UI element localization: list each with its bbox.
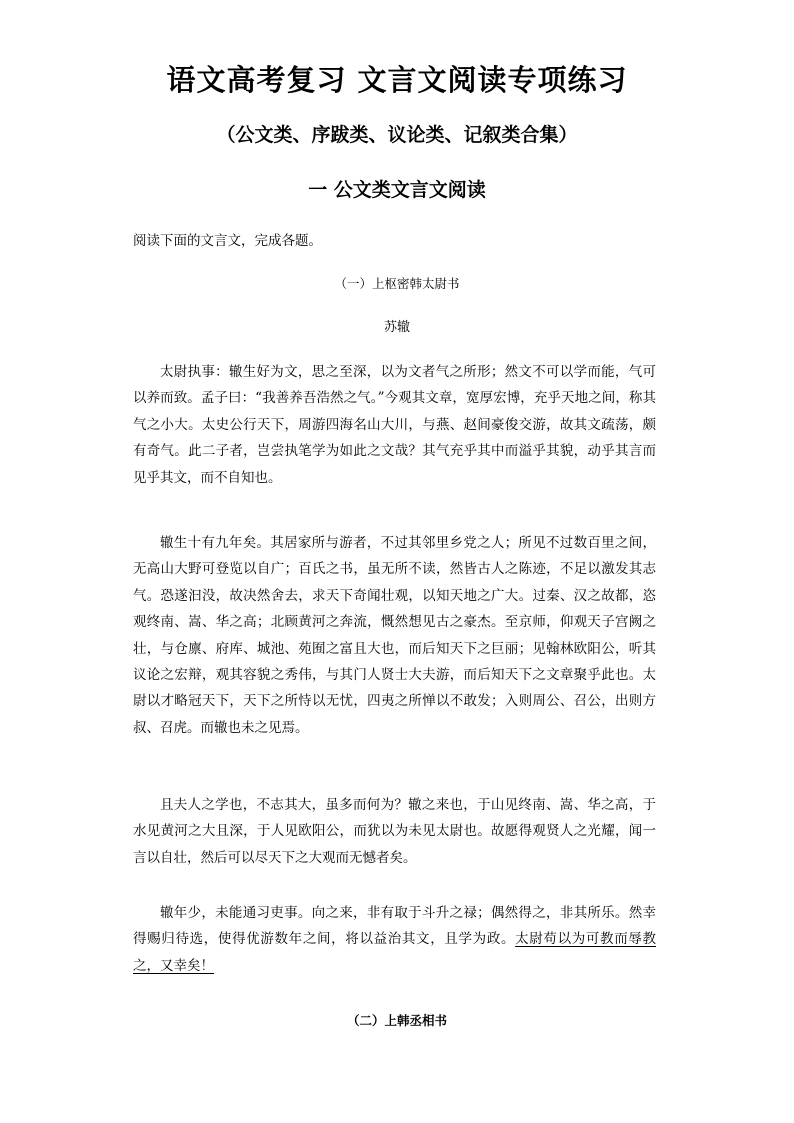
section-heading: 一 公文类文言文阅读 — [308, 179, 486, 201]
underlined-sentence: 太尉苟以为可教而辱教之，又幸矣！ — [133, 931, 656, 974]
article-author: 苏辙 — [383, 320, 410, 335]
article-paragraph-last — [133, 900, 656, 979]
next-article-title: （二）上韩丞相书 — [346, 1013, 447, 1028]
document-subtitle: （公文类、序跋类、议论类、记叙类合集） — [216, 124, 578, 146]
article-paragraph: 太尉执事：辙生好为文，思之至深，以为文者气之所形；然文不可以学而能，气可以养而致。孟子曰：“我善养吾浩然之气。”今观其文章，宽厚宏博，充乎天地之间，称其气之小大。太史公行天下，周游四海名山大川，与燕、赵间豪俊交游，故其文疏荡，颇有奇气。此二子者，岂尝执笔学为如此之文哉？其气充乎其中而溢乎其貌，动乎其言而见乎其文，而不自知也。 — [133, 364, 656, 486]
reading-instruction: 阅读下面的文言文，完成各题。 — [133, 233, 322, 249]
article-title: （一）上枢密韩太尉书 — [334, 276, 460, 291]
article-paragraph: 辙生十有九年矣。其居家所与游者，不过其邻里乡党之人；所见不过数百里之间，无高山大野可登览以自广；百氏之书，虽无所不读，然皆古人之陈迹，不足以激发其志气。恐遂汩没，故决然舍去，求天下奇闻壮观，以知天地之广大。过秦、汉之故都，恣观终南、嵩、华之高；北顾黄河之奔流，慨然想见古之豪杰。至京师，仰观天子宫阙之壮，与仓廪、府库、城池、苑囿之富且大也，而后知天下之巨丽；见翰林欧阳公，听其议论之宏辩，观其容貌之秀伟，与其门人贤士大夫游，而后知天下之文章聚乎此也。太尉以才略冠天下，天下之所恃以无忧，四夷之所惮以不敢发；入则周公、召公，出则方叔、召虎。而辙也未之见焉。 — [133, 535, 656, 736]
paragraph-text: 辙年少，未能通习吏事。向之来，非有取于斗升之禄；偶然得之，非其所乐。然幸得赐归待选，使得优游数年之间，将以益治其文，且学为政。 — [133, 905, 656, 948]
article-paragraph: 且夫人之学也，不志其大，虽多而何为？辙之来也，于山见终南、嵩、华之高，于水见黄河之大且深，于人见欧阳公，而犹以为未见太尉也。故愿得观贤人之光耀，闻一言以自壮，然后可以尽天下之大观而无憾者矣。 — [133, 797, 656, 866]
document-title: 语文高考复习 文言文阅读专项练习 — [166, 63, 628, 97]
